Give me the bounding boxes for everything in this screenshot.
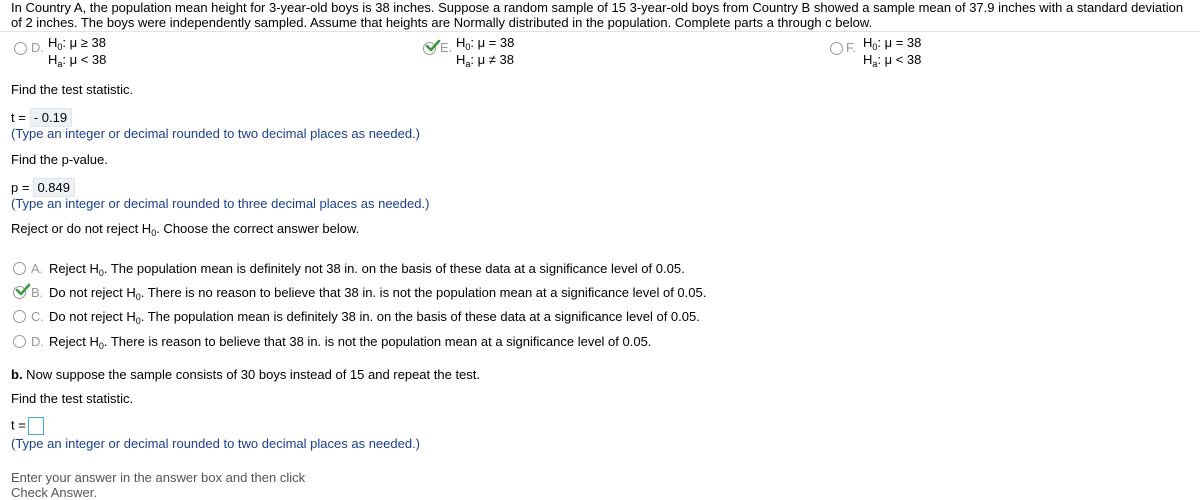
t-b-input[interactable] <box>28 417 44 435</box>
choice-a-radio[interactable] <box>13 262 26 275</box>
checkmark-icon <box>15 282 31 298</box>
option-d-h0: $H_0$: μ ≥ 38 <box>48 35 106 52</box>
t-label: t = <box>11 110 26 125</box>
option-d-label: D. <box>31 40 44 55</box>
t-hint: (Type an integer or decimal rounded to two decimal places as needed.) <box>11 126 421 141</box>
choice-d-text: Reject $H_0$. There is reason to believe that 38 in. is not the population mean at a significance level of 0.05. <box>49 334 652 351</box>
t-b-answer-row <box>11 417 44 435</box>
find-p-value: Find the p-value. <box>11 152 108 167</box>
option-e-h0: $H_0$: μ = 38 <box>456 35 515 52</box>
problem-statement: In Country A, the population mean height for 3-year-old boys is 38 inches. Suppose a random sample of 15 3-year-old boys from Country B showed a sample mean of 37.9 inches with a standard deviation of 2 inches. The boys were independently sampled. Assume that heights are Normally distributed in the population. Complete parts a through c below. <box>11 0 1184 30</box>
choice-d-label: D. <box>31 334 44 349</box>
reject-question: Reject or do not reject $H_0$. Choose the correct answer below. <box>11 221 360 238</box>
choice-a-label: A. <box>31 261 44 276</box>
p-hint: (Type an integer or decimal rounded to three decimal places as needed.) <box>11 196 430 211</box>
t-answer: - 0.19 <box>30 108 72 127</box>
checkmark-icon <box>425 38 441 54</box>
option-e-ha: $H_a$: μ ≠ 38 <box>456 52 514 69</box>
find-test-statistic-b: Find the test statistic. <box>11 391 134 406</box>
choice-b-label: B. <box>31 285 44 300</box>
p-answer: 0.849 <box>33 178 75 197</box>
choice-c-label: C. <box>31 309 44 324</box>
option-f-label: F. <box>846 40 857 55</box>
option-f-h0: $H_0$: μ = 38 <box>863 35 922 52</box>
option-f-ha: $H_a$: μ < 38 <box>863 52 922 69</box>
p-answer-row <box>11 178 75 197</box>
choice-c-radio[interactable] <box>13 310 26 323</box>
divider <box>0 31 1200 32</box>
option-d-radio[interactable] <box>14 42 27 55</box>
t-answer-row <box>11 108 72 127</box>
t-b-label: t = <box>11 417 26 433</box>
t-b-hint: (Type an integer or decimal rounded to two decimal places as needed.) <box>11 436 421 451</box>
option-e-label: E. <box>440 40 453 55</box>
choice-a-text: Reject $H_0$. The population mean is definitely not 38 in. on the basis of these data at a significance level of 0.05. <box>49 261 685 278</box>
choice-b-text: Do not reject $H_0$. There is no reason to believe that 38 in. is not the population mean at a significance level of 0.05. <box>49 285 707 302</box>
choice-d-radio[interactable] <box>13 335 26 348</box>
p-label: p = <box>11 180 30 195</box>
option-d-ha: $H_a$: μ < 38 <box>48 52 107 69</box>
choice-c-text: Do not reject $H_0$. The population mean is definitely 38 in. on the basis of these data at a significance level of 0.05. <box>49 309 700 326</box>
option-f-radio[interactable] <box>830 42 843 55</box>
find-test-statistic: Find the test statistic. <box>11 82 134 97</box>
footer-instruction: Enter your answer in the answer box and then click Check Answer. <box>11 470 306 500</box>
part-b-heading: b. Now suppose the sample consists of 30 boys instead of 15 and repeat the test. <box>11 367 481 382</box>
